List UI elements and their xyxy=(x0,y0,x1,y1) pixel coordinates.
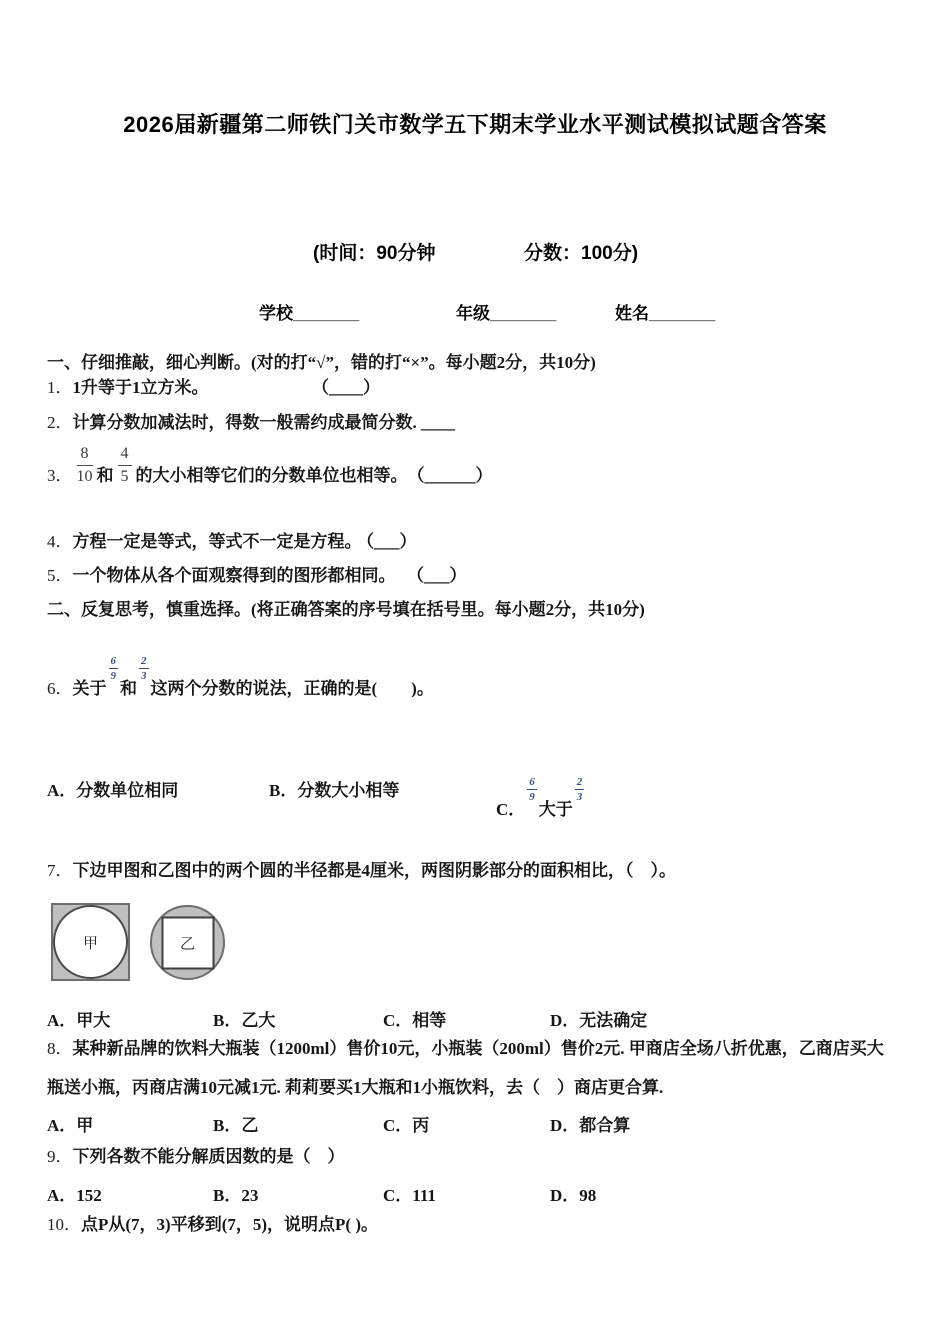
fraction-6-9: $\frac{6}{9}$ xyxy=(110,655,116,682)
question-6-text-post: 这两个分数的说法，正确的是( )。 xyxy=(150,679,434,698)
question-1-text: 1升等于1立方米。 xyxy=(72,378,209,397)
figure-yi-shaded-circle xyxy=(150,905,225,980)
question-8-number: 8． xyxy=(47,1039,73,1058)
question-2-number: 2． xyxy=(47,413,73,432)
question-1-answer-blank: （____） xyxy=(320,378,380,397)
question-3-answer-blank: （______） xyxy=(407,466,493,485)
score-label: 分数：100分) xyxy=(524,243,639,264)
question-3 xyxy=(47,444,493,487)
question-8-option-d: D．都合算 xyxy=(550,1116,631,1135)
question-9-option-a: A．152 xyxy=(47,1186,102,1205)
figure-yi-inscribed-square xyxy=(161,916,214,969)
question-9-number: 9． xyxy=(47,1147,73,1166)
question-2-answer-blank: ____ xyxy=(421,413,455,432)
page-title: 2026届新疆第二师铁门关市数学五下期末学业水平测试模拟试题含答案 xyxy=(123,112,827,137)
figure-yi-label: 乙 xyxy=(179,936,195,952)
question-9-options xyxy=(0,1181,950,1207)
question-6-option-a: A．分数单位相同 xyxy=(47,781,179,800)
question-7 xyxy=(47,860,676,882)
fraction-4-5: $\frac{4}{5}$ xyxy=(118,444,132,487)
question-5 xyxy=(47,565,467,587)
question-5-number: 5． xyxy=(47,566,73,585)
question-2-text: 计算分数加减法时，得数一般需约成最简分数. xyxy=(72,413,421,432)
question-8-text-line1: 某种新品牌的饮料大瓶装（1200ml）售价10元，小瓶装（200ml）售价2元. 甲商店全场八折优惠，乙商店买大 xyxy=(72,1039,884,1058)
question-7-option-d: D．无法确定 xyxy=(550,1011,648,1030)
question-8-line2 xyxy=(47,1077,663,1099)
time-label: (时间：90分钟 xyxy=(313,243,436,264)
question-7-number: 7． xyxy=(47,861,73,880)
question-8-option-b: B．乙 xyxy=(213,1116,259,1135)
question-8-line1 xyxy=(47,1038,884,1060)
question-9 xyxy=(47,1146,345,1168)
question-6-options xyxy=(0,776,950,819)
question-4-answer-blank: （___） xyxy=(365,532,417,551)
school-blank: 学校_______ xyxy=(259,304,360,323)
section2-heading: 二、反复思考，慎重选择。(将正确答案的序号填在括号里。每小题2分，共10分) xyxy=(47,600,645,619)
question-6-option-b: B．分数大小相等 xyxy=(269,781,400,800)
question-7-option-a: A．甲大 xyxy=(47,1011,111,1030)
fraction-6-9: $\frac{6}{9}$ xyxy=(529,776,535,803)
fraction-2-3: $\frac{2}{3}$ xyxy=(576,776,583,803)
question-9-option-c: C．111 xyxy=(383,1186,436,1205)
fraction-2-3: $\frac{2}{3}$ xyxy=(141,655,147,682)
question-6 xyxy=(47,655,434,700)
question-2 xyxy=(47,412,455,434)
question-9-option-b: B．23 xyxy=(213,1186,259,1205)
question-8-options xyxy=(0,1111,950,1137)
section1-heading: 一、仔细推敲，细心判断。(对的打“√”，错的打“×”。每小题2分，共10分) xyxy=(47,353,596,372)
question-3-text: 的大小相等它们的分数单位也相等。 xyxy=(135,466,408,485)
question-8-text-line2: 瓶送小瓶，丙商店满10元减1元. 莉莉要买1大瓶和1小瓶饮料，去（ ）商店更合算. xyxy=(47,1078,664,1097)
question-7-text: 下边甲图和乙图中的两个圆的半径都是4厘米，两图阴影部分的面积相比，（ ）。 xyxy=(72,861,676,880)
figure-jia-shaded-square xyxy=(51,903,130,981)
question-6-text-pre: 关于 xyxy=(72,679,107,698)
question-7-options xyxy=(0,1006,950,1032)
question-1 xyxy=(47,377,380,399)
figure-jia-inscribed-circle xyxy=(53,905,128,979)
question-5-text: 一个物体从各个面观察得到的图形都相同。 xyxy=(72,566,396,585)
question-4-number: 4． xyxy=(47,532,73,551)
question-4-text: 方程一定是等式，等式不一定是方程。 xyxy=(72,532,362,551)
question-4 xyxy=(47,531,417,553)
question-7-option-c: C．相等 xyxy=(383,1011,447,1030)
fraction-8-10: $\frac{8}{10}$ xyxy=(76,445,93,485)
figure-jia-label: 甲 xyxy=(82,935,98,952)
question-1-number: 1． xyxy=(47,378,73,397)
question-9-text: 下列各数不能分解质因数的是（ ） xyxy=(72,1147,345,1166)
question-6-option-c: C． $\frac{6}{9}$ 大于 $\frac{2}{3}$ xyxy=(496,776,583,819)
question-3-number: 3． xyxy=(47,466,73,485)
question-6-connector: 和 xyxy=(120,679,137,698)
grade-blank: 年级_______ xyxy=(456,304,557,323)
question-3-connector: 和 xyxy=(96,466,114,485)
question-8-option-a: A．甲 xyxy=(47,1116,94,1135)
name-blank: 姓名_______ xyxy=(615,304,716,323)
question-10-number: 10． xyxy=(47,1215,81,1234)
question-9-option-d: D．98 xyxy=(550,1186,597,1205)
question-7-option-b: B．乙大 xyxy=(213,1011,276,1030)
question-10-text: 点P从(7，3)平移到(7，5)，说明点P( )。 xyxy=(81,1215,378,1234)
question-6-number: 6． xyxy=(47,679,73,698)
question-10 xyxy=(47,1214,378,1236)
question-8-option-c: C．丙 xyxy=(383,1116,430,1135)
question-5-answer-blank: （___） xyxy=(415,566,467,585)
